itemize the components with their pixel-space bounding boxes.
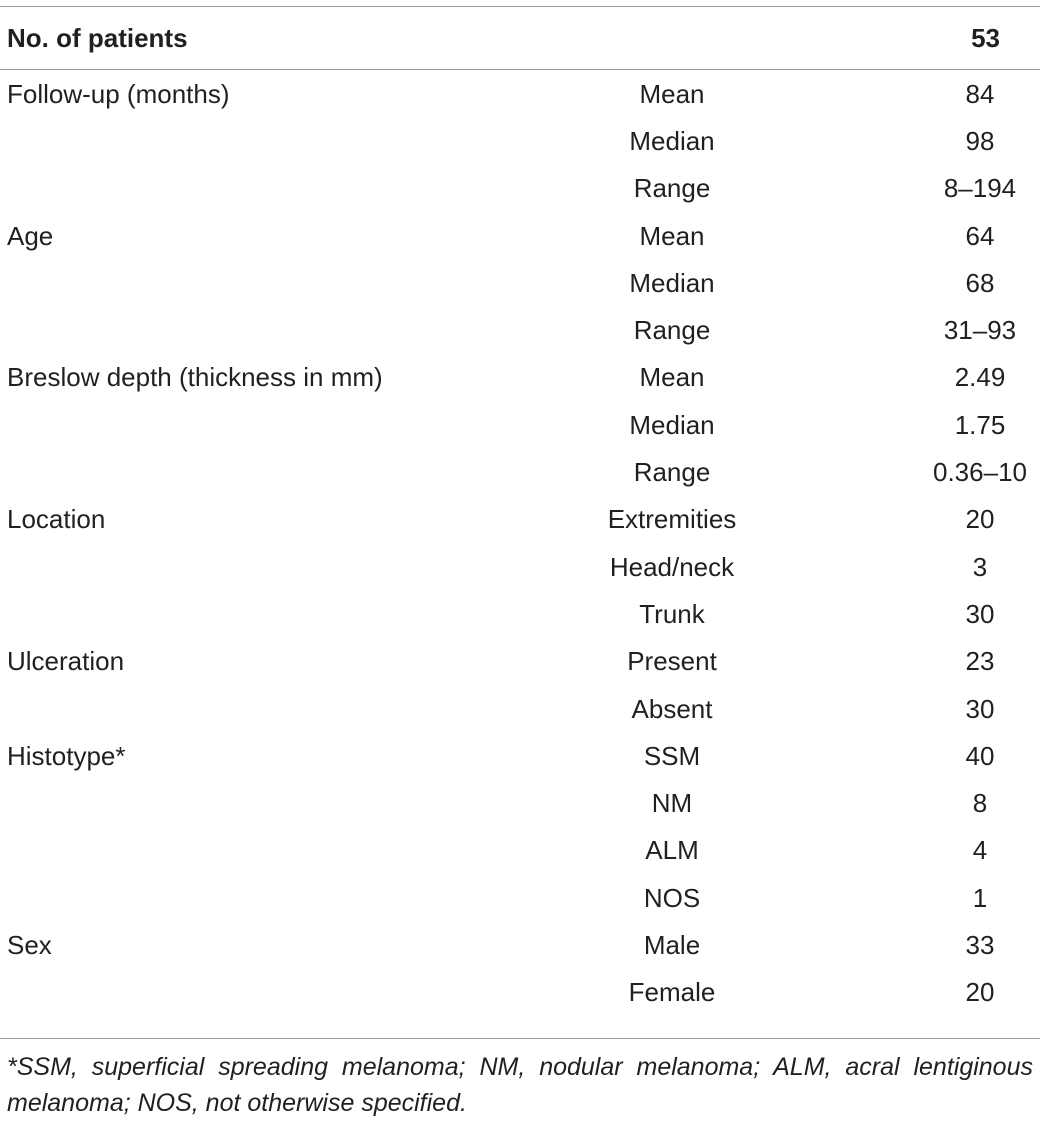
row-category — [0, 401, 560, 448]
row-value: 98 — [965, 125, 995, 156]
table-row — [0, 70, 1040, 118]
row-category: Ulceration — [7, 646, 125, 677]
table-row — [0, 259, 1040, 306]
row-statistic: Absent — [631, 693, 713, 724]
row-category — [0, 590, 560, 637]
row-value: 1 — [972, 882, 988, 913]
row-value: 68 — [965, 267, 995, 298]
row-statistic: ALM — [645, 835, 699, 866]
table-row — [0, 921, 1040, 968]
row-statistic: Mean — [639, 220, 705, 251]
table-row — [0, 117, 1040, 164]
row-statistic: Extremities — [607, 504, 737, 535]
row-category — [0, 117, 560, 164]
row-value: 8–194 — [943, 173, 1017, 204]
row-statistic: NOS — [643, 882, 701, 913]
row-category — [0, 685, 560, 732]
row-value: 20 — [965, 504, 995, 535]
row-value: 40 — [965, 740, 995, 771]
row-statistic: Median — [629, 409, 715, 440]
table-row — [0, 638, 1040, 685]
row-statistic: Median — [629, 125, 715, 156]
table-row — [0, 590, 1040, 637]
row-statistic: Range — [633, 457, 711, 488]
row-statistic: Present — [627, 646, 717, 677]
row-category: Sex — [7, 929, 52, 960]
row-statistic: SSM — [643, 740, 701, 771]
table-row — [0, 827, 1040, 874]
row-value: 33 — [965, 929, 995, 960]
header-value: 53 — [784, 7, 1040, 70]
row-statistic: Female — [628, 977, 716, 1008]
row-category: Histotype* — [7, 740, 126, 771]
table-row — [0, 448, 1040, 495]
table-row — [0, 732, 1040, 779]
header-label: No. of patients — [0, 7, 784, 70]
row-value: 31–93 — [943, 315, 1017, 346]
table-row — [0, 401, 1040, 448]
row-category — [0, 969, 560, 1016]
table-row — [0, 969, 1040, 1016]
row-value: 0.36–10 — [933, 457, 1027, 488]
row-value: 23 — [965, 646, 995, 677]
row-value: 20 — [965, 977, 995, 1008]
row-category — [0, 165, 560, 212]
row-category: Breslow depth (thickness in mm) — [7, 362, 383, 393]
row-value: 1.75 — [954, 409, 1006, 440]
table-row — [0, 306, 1040, 353]
row-value: 3 — [972, 551, 988, 582]
row-category — [0, 306, 560, 353]
row-category: Follow-up (months) — [7, 78, 230, 109]
row-category — [0, 874, 560, 921]
row-value: 4 — [972, 835, 988, 866]
table-row — [0, 496, 1040, 543]
table-bottom-rule — [0, 1038, 1040, 1039]
table-header — [0, 7, 1040, 70]
row-statistic: Median — [629, 267, 715, 298]
table-row — [0, 165, 1040, 212]
row-statistic: NM — [651, 788, 693, 819]
table-row — [0, 685, 1040, 732]
row-statistic: Trunk — [639, 598, 705, 629]
row-statistic: Range — [633, 173, 711, 204]
row-category — [0, 779, 560, 826]
row-category — [0, 827, 560, 874]
row-category: Age — [7, 220, 54, 251]
patient-characteristics-table — [0, 7, 1040, 1016]
row-value: 64 — [965, 220, 995, 251]
table-body — [0, 70, 1040, 1016]
table-row — [0, 354, 1040, 401]
table-footnote: *SSM, superficial spreading melanoma; NM, nodular melanoma; ALM, acral lentiginous melanoma; NOS, not otherwise specified. — [7, 1053, 1033, 1117]
row-value: 8 — [972, 788, 988, 819]
table-row — [0, 212, 1040, 259]
table-row — [0, 779, 1040, 826]
table-row — [0, 543, 1040, 590]
row-category — [0, 448, 560, 495]
row-value: 30 — [965, 693, 995, 724]
row-statistic: Head/neck — [609, 551, 735, 582]
row-category — [0, 259, 560, 306]
row-value: 2.49 — [954, 362, 1006, 393]
header-row — [0, 7, 1040, 70]
row-statistic: Range — [633, 315, 711, 346]
row-statistic: Mean — [639, 78, 705, 109]
row-statistic: Mean — [639, 362, 705, 393]
row-value: 30 — [965, 598, 995, 629]
row-value: 84 — [965, 78, 995, 109]
row-category — [0, 543, 560, 590]
row-category: Location — [7, 504, 106, 535]
row-statistic: Male — [643, 929, 701, 960]
table-row — [0, 874, 1040, 921]
